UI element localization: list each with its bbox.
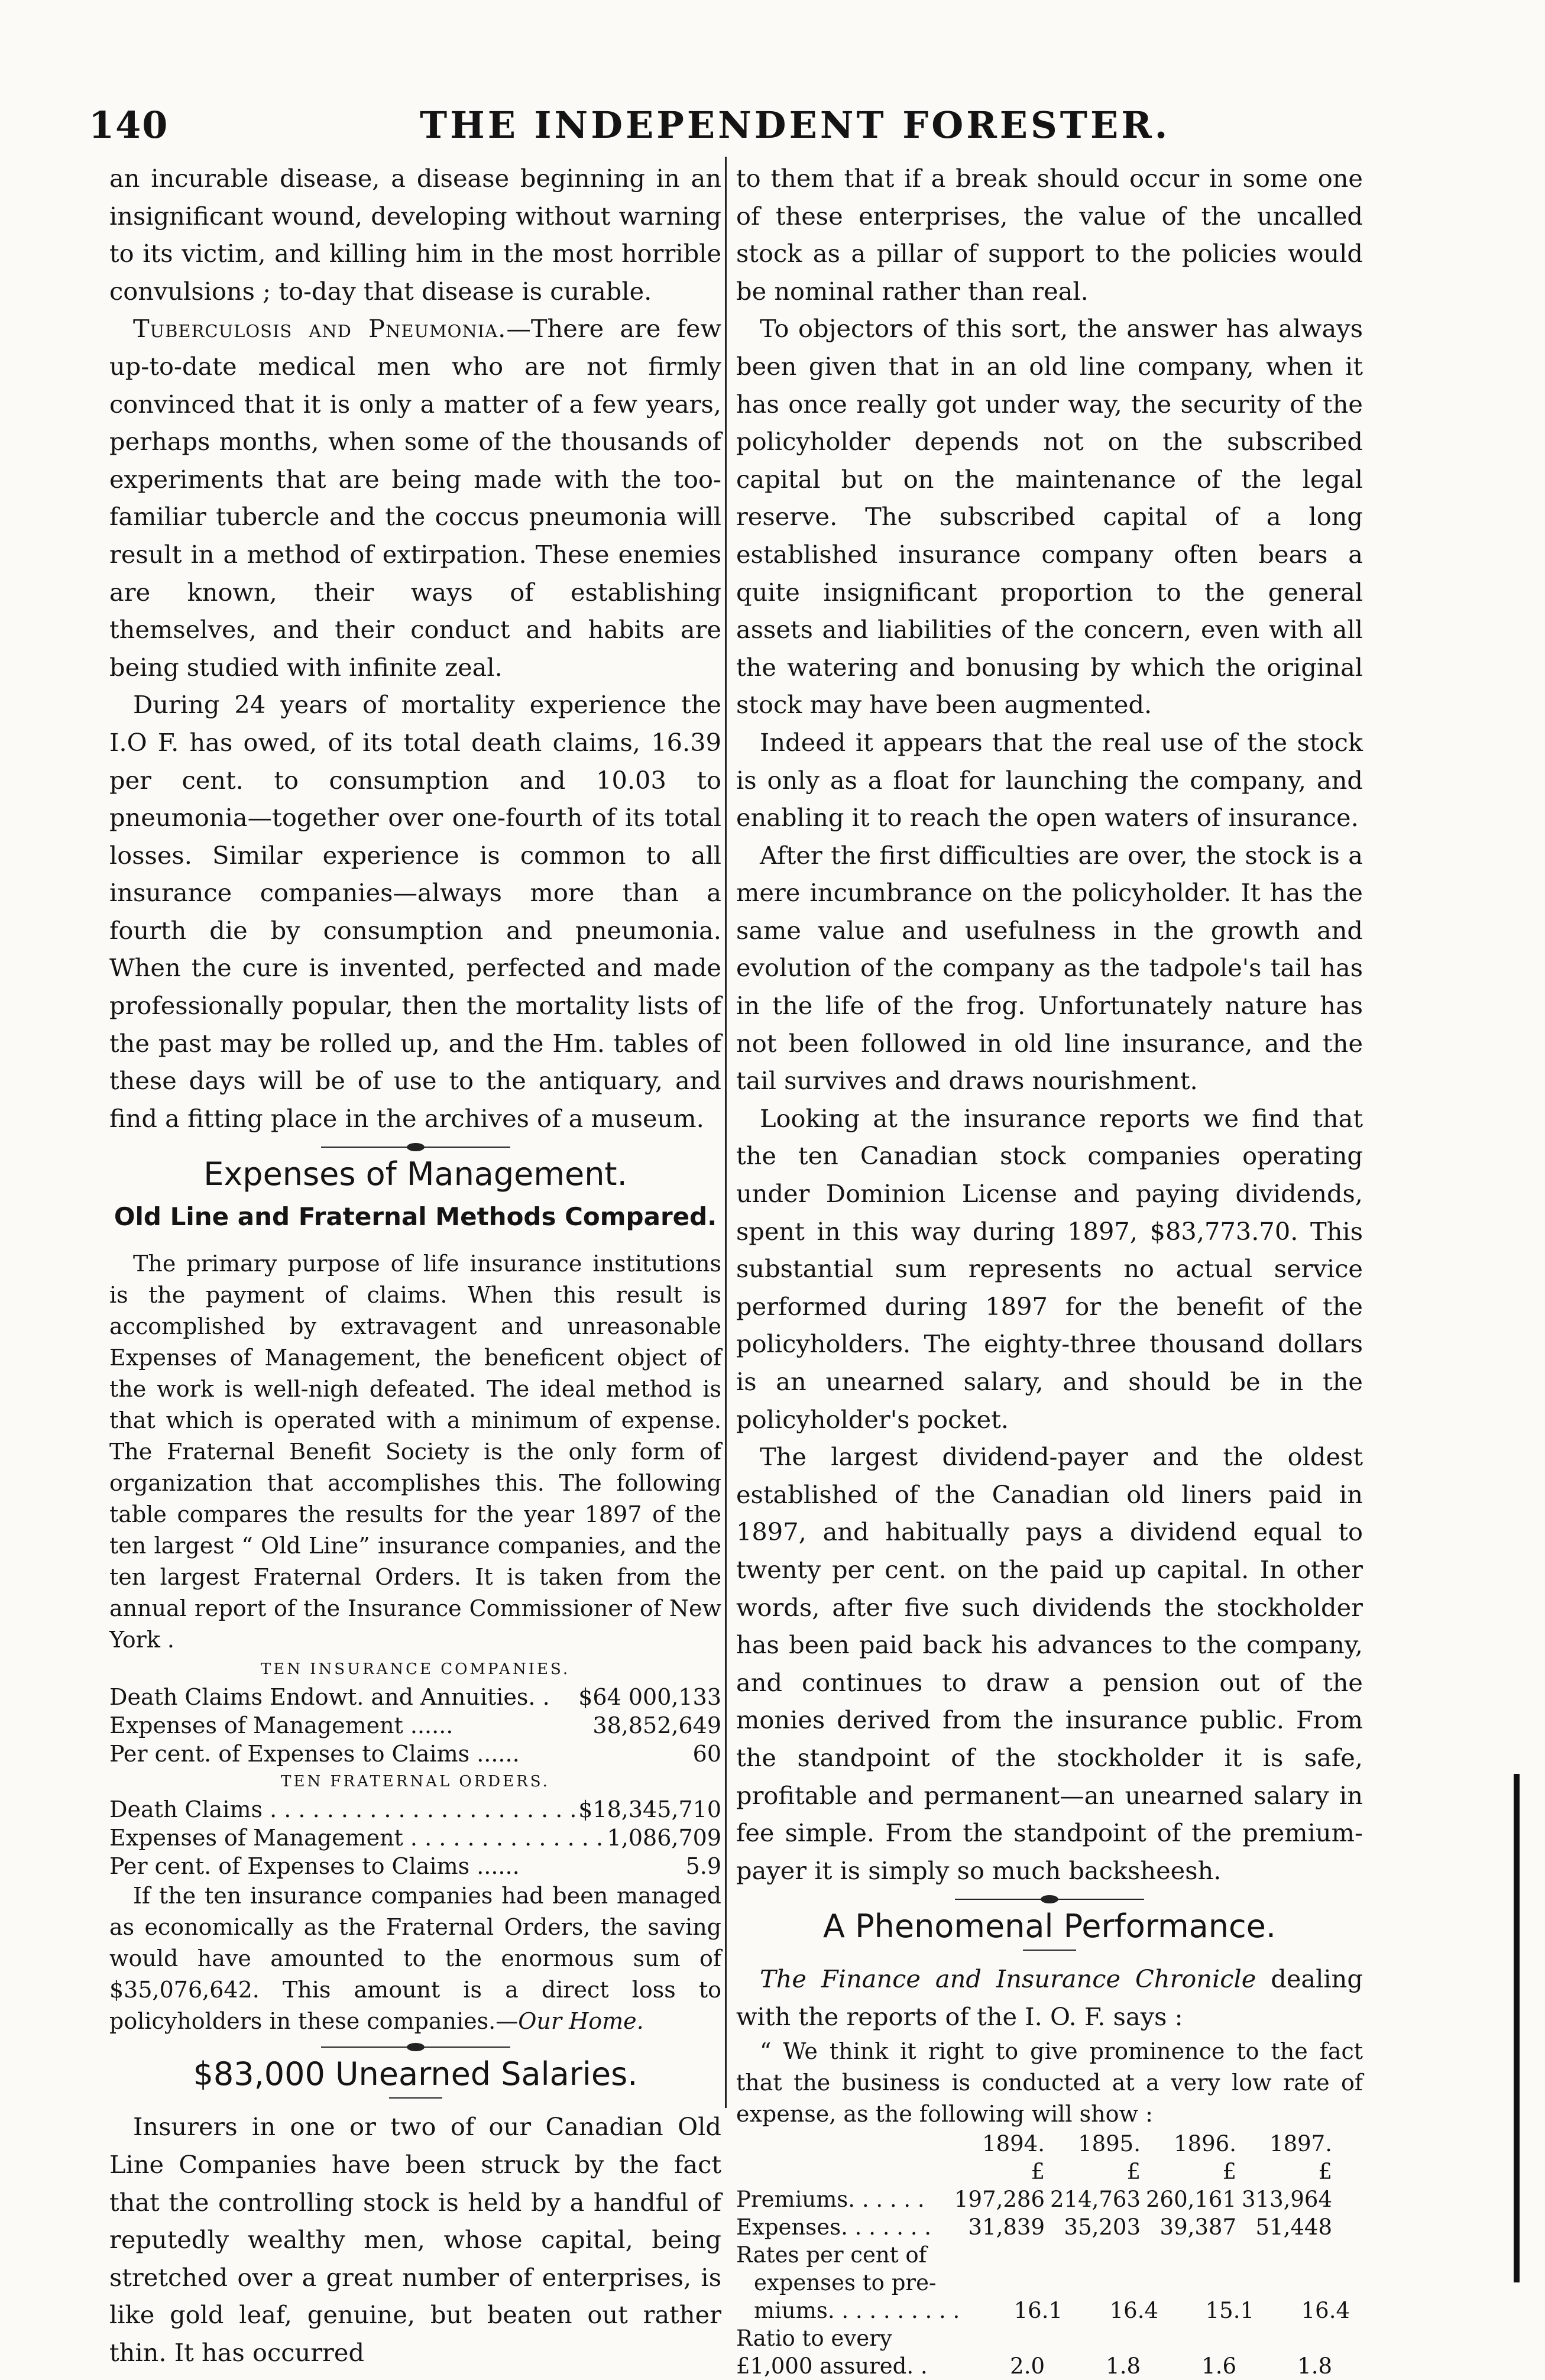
row-label: Premiums. . . . . . xyxy=(736,2186,925,2212)
column-header: 1896. xyxy=(1174,2130,1236,2156)
table-row xyxy=(736,2185,1363,2213)
paragraph: After the first difficulties are over, the stock is a mere incumbrance on the policyholder. It has the same value and usefulness in the growth and evolution of the company as the tadpole's tail has in the life of the frog. Unfortunately nature has not been followed in old line insurance, and the tail survives and draws nourishment. xyxy=(736,840,1363,1096)
paragraph-body: —There are few up-to-date medical men who are not firmly convinced that it is only a matter of a few years, perhaps months, when some of the thousands of experiments that are being made with the too-familiar tubercle and the coccus pneumonia will result in a method of extirpation. These enemies are known, their ways of establishing themselves, and their conduct and habits are being studied with infinite zeal. xyxy=(109,314,721,682)
section-subtitle: Old Line and Fraternal Methods Compared. xyxy=(114,1202,717,1232)
table-heading: TEN INSURANCE COMPANIES. xyxy=(260,1660,571,1679)
section-separator xyxy=(321,1147,510,1148)
row-value: 60 xyxy=(692,1741,721,1767)
column-header: 1894. xyxy=(982,2130,1045,2156)
section-title: $83,000 Unearned Salaries. xyxy=(193,2055,638,2093)
paragraph xyxy=(109,1880,721,2037)
table-row xyxy=(736,2297,1363,2324)
cell: 35,203 xyxy=(1064,2214,1141,2240)
table-row xyxy=(736,2269,1363,2297)
section-separator xyxy=(955,1899,1144,1900)
cell: 1.8 xyxy=(1297,2353,1332,2379)
paragraph-lead: Tuberculosis and Pneumonia. xyxy=(133,314,507,344)
cell: 15.1 xyxy=(1205,2297,1254,2323)
row-label: Death Claims Endowt. and Annuities. . xyxy=(109,1684,550,1711)
table-row xyxy=(109,1824,721,1852)
paragraph-body: If the ten insurance companies had been managed as economically as the Fraternal Orders, the saving would have amounted to the enormous sum of $35,076,642. This amount is a direct loss to policyholders in these companies.— xyxy=(109,1883,721,2035)
paragraph-body: dealing with the reports of the I. O. F. says : xyxy=(736,1964,1363,2031)
right-column xyxy=(736,160,1363,2380)
row-label: Per cent. of Expenses to Claims ...... xyxy=(109,1853,520,1880)
cell: 16.4 xyxy=(1301,2297,1350,2323)
table-row xyxy=(736,2352,1363,2380)
running-title: THE INDEPENDENT FORESTER. xyxy=(420,103,1171,147)
row-label: Per cent. of Expenses to Claims ...... xyxy=(109,1741,520,1767)
row-label: expenses to pre- xyxy=(754,2269,937,2295)
cell: 313,964 xyxy=(1241,2186,1332,2212)
paragraph: Looking at the insurance reports we find that the ten Canadian stock companies operating under Dominion License and paying dividends, spent in this way during 1897, $83,773.70. This substantial sum represents no actual service performed during 1897 for the benefit of the policyholders. The eighty-three thousand dollars is an unearned salary, and should be in the policyholder's pocket. xyxy=(736,1103,1363,1434)
paragraph: to them that if a break should occur in some one of these enterprises, the value of the uncalled stock as a pillar of support to the policies would be nominal rather than real. xyxy=(736,164,1363,306)
left-column xyxy=(109,160,721,2372)
cell: 197,286 xyxy=(954,2186,1045,2212)
table-row xyxy=(109,1852,721,1880)
paragraph: The largest dividend-payer and the oldest established of the Canadian old liners paid in 1897, and habitually pays a dividend equal to twenty per cent. on the paid up capital. In other words, after five such dividends the stockholder has been paid back his advances to the company, and continues to draw a pension out of the monies derived from the insurance public. From the standpoint of the stockholder it is safe, profitable and permanent—an unearned salary in fee simple. From the standpoint of the premium-payer it is simply so much backsheesh. xyxy=(736,1442,1363,1885)
column-header: 1897. xyxy=(1269,2130,1332,2156)
row-label: Rates per cent of xyxy=(736,2242,927,2268)
paragraph: During 24 years of mortality experience the I.O F. has owed, of its total death claims, 16.39 per cent. to consumption and 10.03 to pneumonia—together over one-fourth of its total losses. Similar experience is common to all insurance companies—always more than a fourth die by consumption and pneumonia. When the cure is invented, perfected and made professionally popular, then the mortality lists of the past may be rolled up, and the Hm. tables of these days will be of use to the antiquary, and find a fitting place in the archives of a museum. xyxy=(109,690,721,1133)
row-value: $64 000,133 xyxy=(578,1684,721,1711)
margin-ink-mark xyxy=(1514,1774,1520,2282)
paragraph: an incurable disease, a disease beginning in an insignificant wound, developing without warning to its victim, and killing him in the most horrible convulsions ; to-day that disease is curable. xyxy=(109,164,721,306)
column-divider xyxy=(725,157,727,2108)
row-label: Expenses. . . . . . . xyxy=(736,2214,932,2240)
paragraph: Insurers in one or two of our Canadian Old Line Companies have been struck by the fact that the controlling stock is held by a handful of reputedly wealthy men, whose capital, being stretched over a great number of enterprises, is like gold leaf, genuine, but beaten out rather thin. It has occurred xyxy=(109,2112,721,2367)
paragraph: To objectors of this sort, the answer has always been given that in an old line company, when it has once really got under way, the security of the policyholder depends not on the subscribed capital but on the maintenance of the legal reserve. The subscribed capital of a long established insurance company often bears a quite insignificant proportion to the general assets and liabilities of the concern, even with all the watering and bonusing by which the original stock may have been augmented. xyxy=(736,314,1363,720)
table-row xyxy=(109,1683,721,1711)
figures-table xyxy=(736,2130,1363,2380)
cell: 39,387 xyxy=(1159,2214,1236,2240)
cell: 51,448 xyxy=(1255,2214,1332,2240)
row-value: 1,086,709 xyxy=(607,1825,721,1851)
table-row xyxy=(109,1711,721,1740)
row-value: 5.9 xyxy=(685,1853,721,1880)
cell: 1.6 xyxy=(1201,2353,1236,2379)
row-label: Expenses of Management . . . xyxy=(109,1824,607,1852)
row-label: Death Claims . . . xyxy=(109,1795,578,1824)
table-row xyxy=(109,1740,721,1768)
row-label: Ratio to every xyxy=(736,2325,892,2351)
table-row xyxy=(109,1795,721,1824)
table-row xyxy=(736,2324,1363,2352)
unit-symbol: £ xyxy=(1031,2158,1045,2184)
row-value: 38,852,649 xyxy=(592,1712,721,1739)
title-rule xyxy=(389,2097,442,2099)
paragraph xyxy=(109,310,721,686)
paragraph: The primary purpose of life insurance institutions is the payment of claims. When this result is accomplished by extravagent and unreasonable Expenses of Management, the beneficent object of the work is well-nigh defeated. The ideal method is that which is operated with a minimum of expense. The Fraternal Benefit Society is the only form of organization that accomplishes this. The following table compares the results for the year 1897 of the ten largest “ Old Line” insurance companies, and the ten largest Fraternal Orders. It is taken from the annual report of the Insurance Commissioner of New York . xyxy=(109,1251,721,1653)
section-title: A Phenomenal Performance. xyxy=(822,1908,1277,1945)
row-value: $18,345,710 xyxy=(578,1796,721,1823)
title-rule xyxy=(1023,1950,1076,1951)
section-separator xyxy=(321,2047,510,2048)
cell: 2.0 xyxy=(1010,2353,1045,2379)
paragraph: Indeed it appears that the real use of the stock is only as a float for launching the company, and enabling it to reach the open waters of insurance. xyxy=(736,727,1363,833)
cell: 260,161 xyxy=(1145,2186,1236,2212)
paragraph xyxy=(736,1960,1363,2035)
cell: 31,839 xyxy=(968,2214,1045,2240)
page-header xyxy=(89,103,1472,157)
column-header: 1895. xyxy=(1078,2130,1141,2156)
row-label: Expenses of Management ...... xyxy=(109,1712,454,1739)
source-credit: Our Home. xyxy=(518,2008,644,2035)
unit-symbol: £ xyxy=(1318,2158,1332,2184)
table-heading: TEN FRATERNAL ORDERS. xyxy=(281,1773,550,1791)
table-row xyxy=(736,2213,1363,2241)
unit-symbol: £ xyxy=(1126,2158,1141,2184)
cell: 16.1 xyxy=(1013,2297,1063,2323)
table-row xyxy=(736,2241,1363,2269)
table-units-row xyxy=(736,2158,1363,2185)
page-number: 140 xyxy=(89,103,169,147)
unit-symbol: £ xyxy=(1222,2158,1236,2184)
section-title: Expenses of Management. xyxy=(203,1155,627,1193)
row-label: £1,000 assured. . xyxy=(736,2353,928,2379)
cell: 1.8 xyxy=(1106,2353,1141,2379)
cell: 214,763 xyxy=(1050,2186,1141,2212)
publication-name: The Finance and Insurance Chronicle xyxy=(760,1964,1256,1994)
table-header-row xyxy=(736,2130,1363,2158)
quote-paragraph: “ We think it right to give prominence to the fact that the business is conducted at a very low rate of expense, as the following will show : xyxy=(736,2038,1363,2127)
row-label: miums. . . . . . . . . . xyxy=(754,2297,960,2323)
cell: 16.4 xyxy=(1109,2297,1158,2323)
